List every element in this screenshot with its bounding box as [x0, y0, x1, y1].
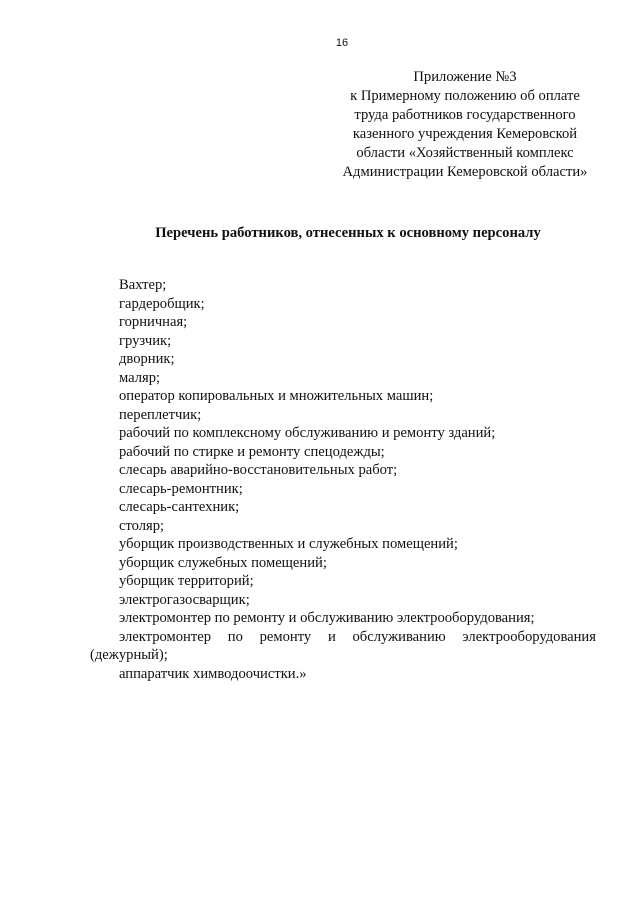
list-item: грузчик;	[119, 332, 172, 349]
page-number: 16	[335, 37, 349, 49]
appendix-line: труда работников государственного	[354, 107, 576, 123]
list-item: столяр;	[119, 517, 165, 534]
list-item: оператор копировальных и множительных машин;	[119, 388, 434, 404]
list-item-wrapped	[90, 628, 596, 665]
list-item: уборщик территорий;	[119, 573, 254, 589]
list-item: аппаратчик химводоочистки.»	[119, 665, 307, 682]
appendix-header	[322, 68, 608, 182]
list-item: электрогазосварщик;	[119, 591, 250, 608]
list-item: переплетчик;	[119, 406, 202, 423]
appendix-line: Приложение №3	[413, 69, 517, 85]
list-item: гардеробщик;	[119, 295, 205, 312]
word: обслуживанию	[352, 628, 446, 645]
list-item: электромонтер по ремонту и обслуживанию электрооборудования;	[119, 610, 535, 626]
word: электромонтер	[119, 628, 212, 645]
word: и	[327, 628, 336, 645]
list-item: уборщик производственных и служебных помещений;	[119, 536, 458, 552]
list-item: Вахтер;	[119, 277, 167, 293]
list-item: рабочий по комплексному обслуживанию и ремонту зданий;	[119, 425, 496, 441]
justified-line	[90, 628, 596, 647]
staff-list	[90, 276, 596, 683]
appendix-line: области «Хозяйственный комплекс	[356, 145, 574, 161]
document-title: Перечень работников, отнесенных к основному персоналу	[155, 225, 541, 241]
list-item: дворник;	[119, 351, 175, 367]
appendix-line: казенного учреждения Кемеровской	[352, 126, 578, 142]
list-item: горничная;	[119, 314, 188, 330]
word: электрооборудования	[462, 628, 596, 645]
list-item: уборщик служебных помещений;	[119, 554, 327, 571]
list-item: слесарь аварийно-восстановительных работ;	[119, 462, 398, 478]
appendix-line: Администрации Кемеровской области»	[342, 164, 588, 180]
appendix-line: к Примерному положению об оплате	[350, 88, 580, 104]
list-item: слесарь-ремонтник;	[119, 480, 243, 497]
word: по	[227, 628, 243, 645]
list-item: маляр;	[119, 369, 161, 386]
list-item: рабочий по стирке и ремонту спецодежды;	[119, 443, 385, 460]
word: ремонту	[259, 628, 312, 645]
list-item: слесарь-сантехник;	[119, 499, 240, 515]
wrapped-tail: (дежурный);	[90, 647, 168, 663]
